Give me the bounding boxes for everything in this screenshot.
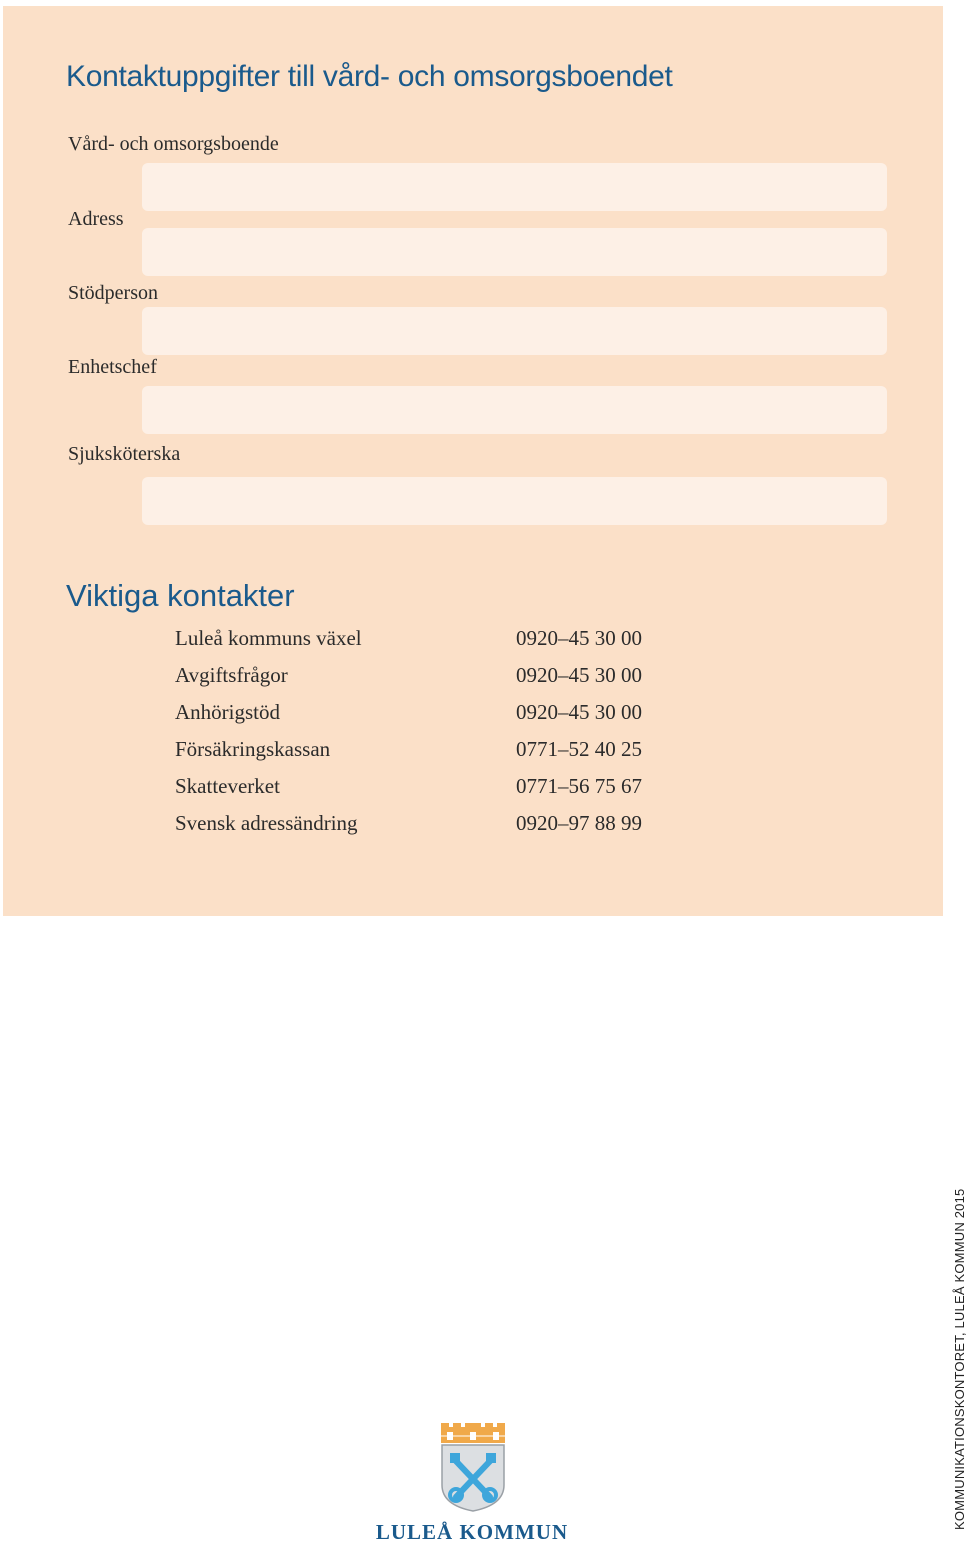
contact-phone: 0771–52 40 25 [516,737,642,761]
contact-row [175,774,735,804]
contact-row [175,663,735,693]
contact-row [175,811,735,841]
contact-phone: 0920–45 30 00 [516,663,642,687]
contact-name: Avgiftsfrågor [175,663,288,687]
contacts-title: Viktiga kontakter [66,578,295,613]
contact-name: Skatteverket [175,774,280,798]
label-support-person: Stödperson [68,282,158,304]
label-address: Adress [68,208,124,230]
lulea-kommun-wordmark: LULEÅ KOMMUN [375,1520,569,1544]
contact-phone: 0771–56 75 67 [516,774,642,798]
label-care-home: Vård- och omsorgsboende [68,133,279,155]
label-nurse: Sjuksköterska [68,443,181,465]
contact-phone: 0920–97 88 99 [516,811,642,835]
contact-row [175,626,735,656]
side-credit: KOMMUNIKATIONSKONTORET, LULEÅ KOMMUN 2015 [952,1188,967,1530]
label-unit-manager: Enhetschef [68,356,157,378]
lulea-crest-icon [438,1423,508,1513]
contact-row [175,700,735,730]
care-home-field[interactable] [142,163,887,211]
contact-phone: 0920–45 30 00 [516,700,642,724]
address-field[interactable] [142,228,887,276]
unit-manager-field[interactable] [142,386,887,434]
contact-row [175,737,735,767]
nurse-field[interactable] [142,477,887,525]
contact-name: Försäkringskassan [175,737,331,761]
contact-name: Luleå kommuns växel [175,626,362,650]
contact-name: Svensk adressändring [175,811,358,835]
contact-name: Anhörigstöd [175,700,280,724]
support-person-field[interactable] [142,307,887,355]
page-title: Kontaktuppgifter till vård- och omsorgsboendet [66,60,673,93]
contact-phone: 0920–45 30 00 [516,626,642,650]
